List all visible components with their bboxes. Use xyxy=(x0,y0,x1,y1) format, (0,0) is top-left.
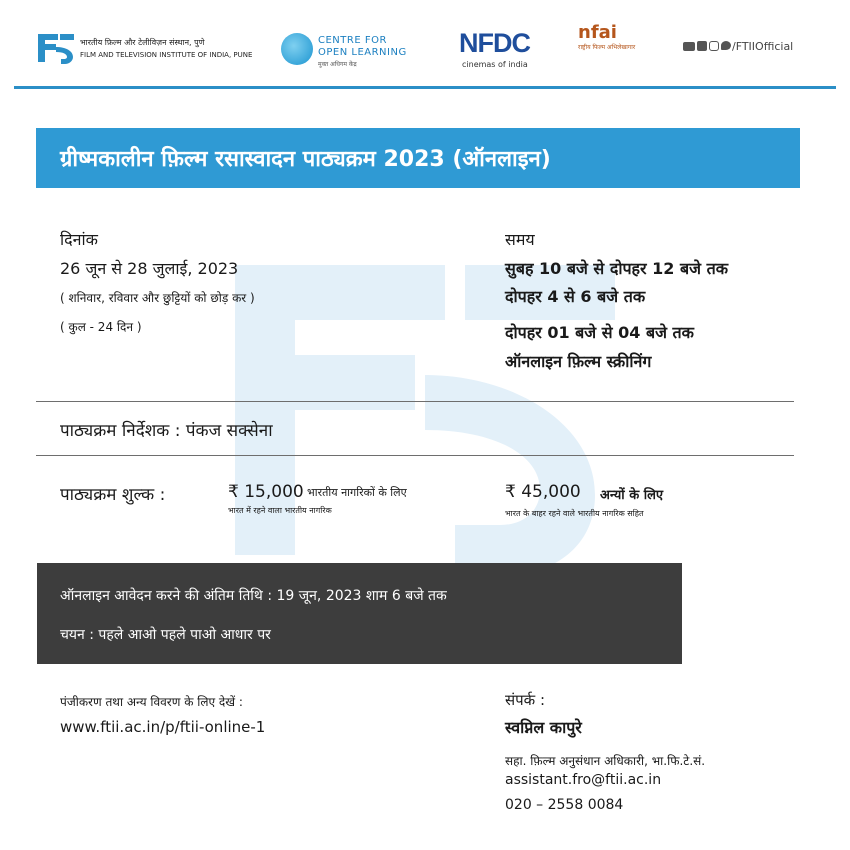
ftii-watermark-icon xyxy=(215,225,635,585)
ftii-name-hindi: भारतीय फ़िल्म और टेलीविज़न संस्थान, पुणे xyxy=(80,38,205,47)
youtube-icon[interactable] xyxy=(683,42,695,51)
ftii-logo-icon xyxy=(36,30,76,66)
dates-range: 26 जून से 28 जुलाई, 2023 xyxy=(60,259,239,278)
header-divider xyxy=(14,86,836,89)
dates-total: ( कुल - 24 दिन ) xyxy=(60,320,142,334)
ftii-logo xyxy=(36,30,76,66)
deadline-line1: ऑनलाइन आवेदन करने की अंतिम तिथि : 19 जून, 2023 शाम 6 बजे तक xyxy=(60,588,447,604)
course-director: पाठ्यक्रम निर्देशक : पंकज सक्सेना xyxy=(60,421,273,441)
time-line1: सुबह 10 बजे से दोपहर 12 बजे तक xyxy=(505,259,728,278)
fee-others-sub: भारत के बाहर रहने वाले भारतीय नागरिक सहित xyxy=(505,509,644,518)
social-handle[interactable]: /FTIIOfficial xyxy=(732,40,794,53)
col-logo-icon xyxy=(281,33,313,65)
nfdc-logo: NFDC xyxy=(459,28,530,58)
nfai-logo: nfai xyxy=(578,22,617,43)
social-icons xyxy=(683,41,731,53)
registration-label: पंजीकरण तथा अन्य विवरण के लिए देखें : xyxy=(60,695,243,709)
deadline-line2: चयन : पहले आओ पहले पाओ आधार पर xyxy=(60,627,271,643)
fees-label: पाठ्यक्रम शुल्क : xyxy=(60,485,166,505)
dates-note: ( शनिवार, रविवार और छुट्टियों को छोड़ कर ) xyxy=(60,291,255,305)
contact-designation: सहा. फ़िल्म अनुसंधान अधिकारी, भा.फि.टे.सं. xyxy=(505,754,706,768)
time-line2: दोपहर 4 से 6 बजे तक xyxy=(505,287,646,306)
deadline-box xyxy=(37,563,682,664)
twitter-icon[interactable] xyxy=(721,41,731,50)
time-line4: ऑनलाइन फ़िल्म स्क्रीनिंग xyxy=(505,352,652,371)
contact-email[interactable]: assistant.fro@ftii.ac.in xyxy=(505,772,662,788)
registration-url[interactable]: www.ftii.ac.in/p/ftii-online-1 xyxy=(60,718,266,736)
divider-1 xyxy=(36,401,794,402)
dates-label: दिनांक xyxy=(60,230,98,249)
contact-label: संपर्क : xyxy=(505,691,546,709)
nfai-sub: राष्ट्रीय फिल्म अभिलेखागार xyxy=(578,44,636,51)
fee-others-amount: ₹ 45,000 xyxy=(505,482,581,502)
time-label: समय xyxy=(505,230,535,249)
col-line2: OPEN LEARNING xyxy=(318,47,407,58)
instagram-icon[interactable] xyxy=(709,41,719,51)
ftii-name-english: FILM AND TELEVISION INSTITUTE OF INDIA, PUNE xyxy=(80,51,253,59)
fee-others-label: अन्यों के लिए xyxy=(600,488,664,503)
fee-indian-amount: ₹ 15,000 xyxy=(228,482,304,502)
contact-phone[interactable]: 020 – 2558 0084 xyxy=(505,797,624,813)
course-title: ग्रीष्मकालीन फ़िल्म रसास्वादन पाठ्यक्रम 2023 (ऑनलाइन) xyxy=(60,147,551,172)
contact-name: स्वप्निल कापुरे xyxy=(505,718,582,737)
fee-indian-sub: भारत में रहने वाला भारतीय नागरिक xyxy=(228,506,332,515)
col-line1: CENTRE FOR xyxy=(318,35,387,46)
time-line3: दोपहर 01 बजे से 04 बजे तक xyxy=(505,323,694,342)
col-sub: मुक्त अधिगम केंद्र xyxy=(318,61,357,68)
fee-indian-label: भारतीय नागरिकों के लिए xyxy=(307,486,407,499)
nfdc-sub: cinemas of india xyxy=(462,60,528,69)
divider-2 xyxy=(36,455,794,456)
facebook-icon[interactable] xyxy=(697,41,707,51)
